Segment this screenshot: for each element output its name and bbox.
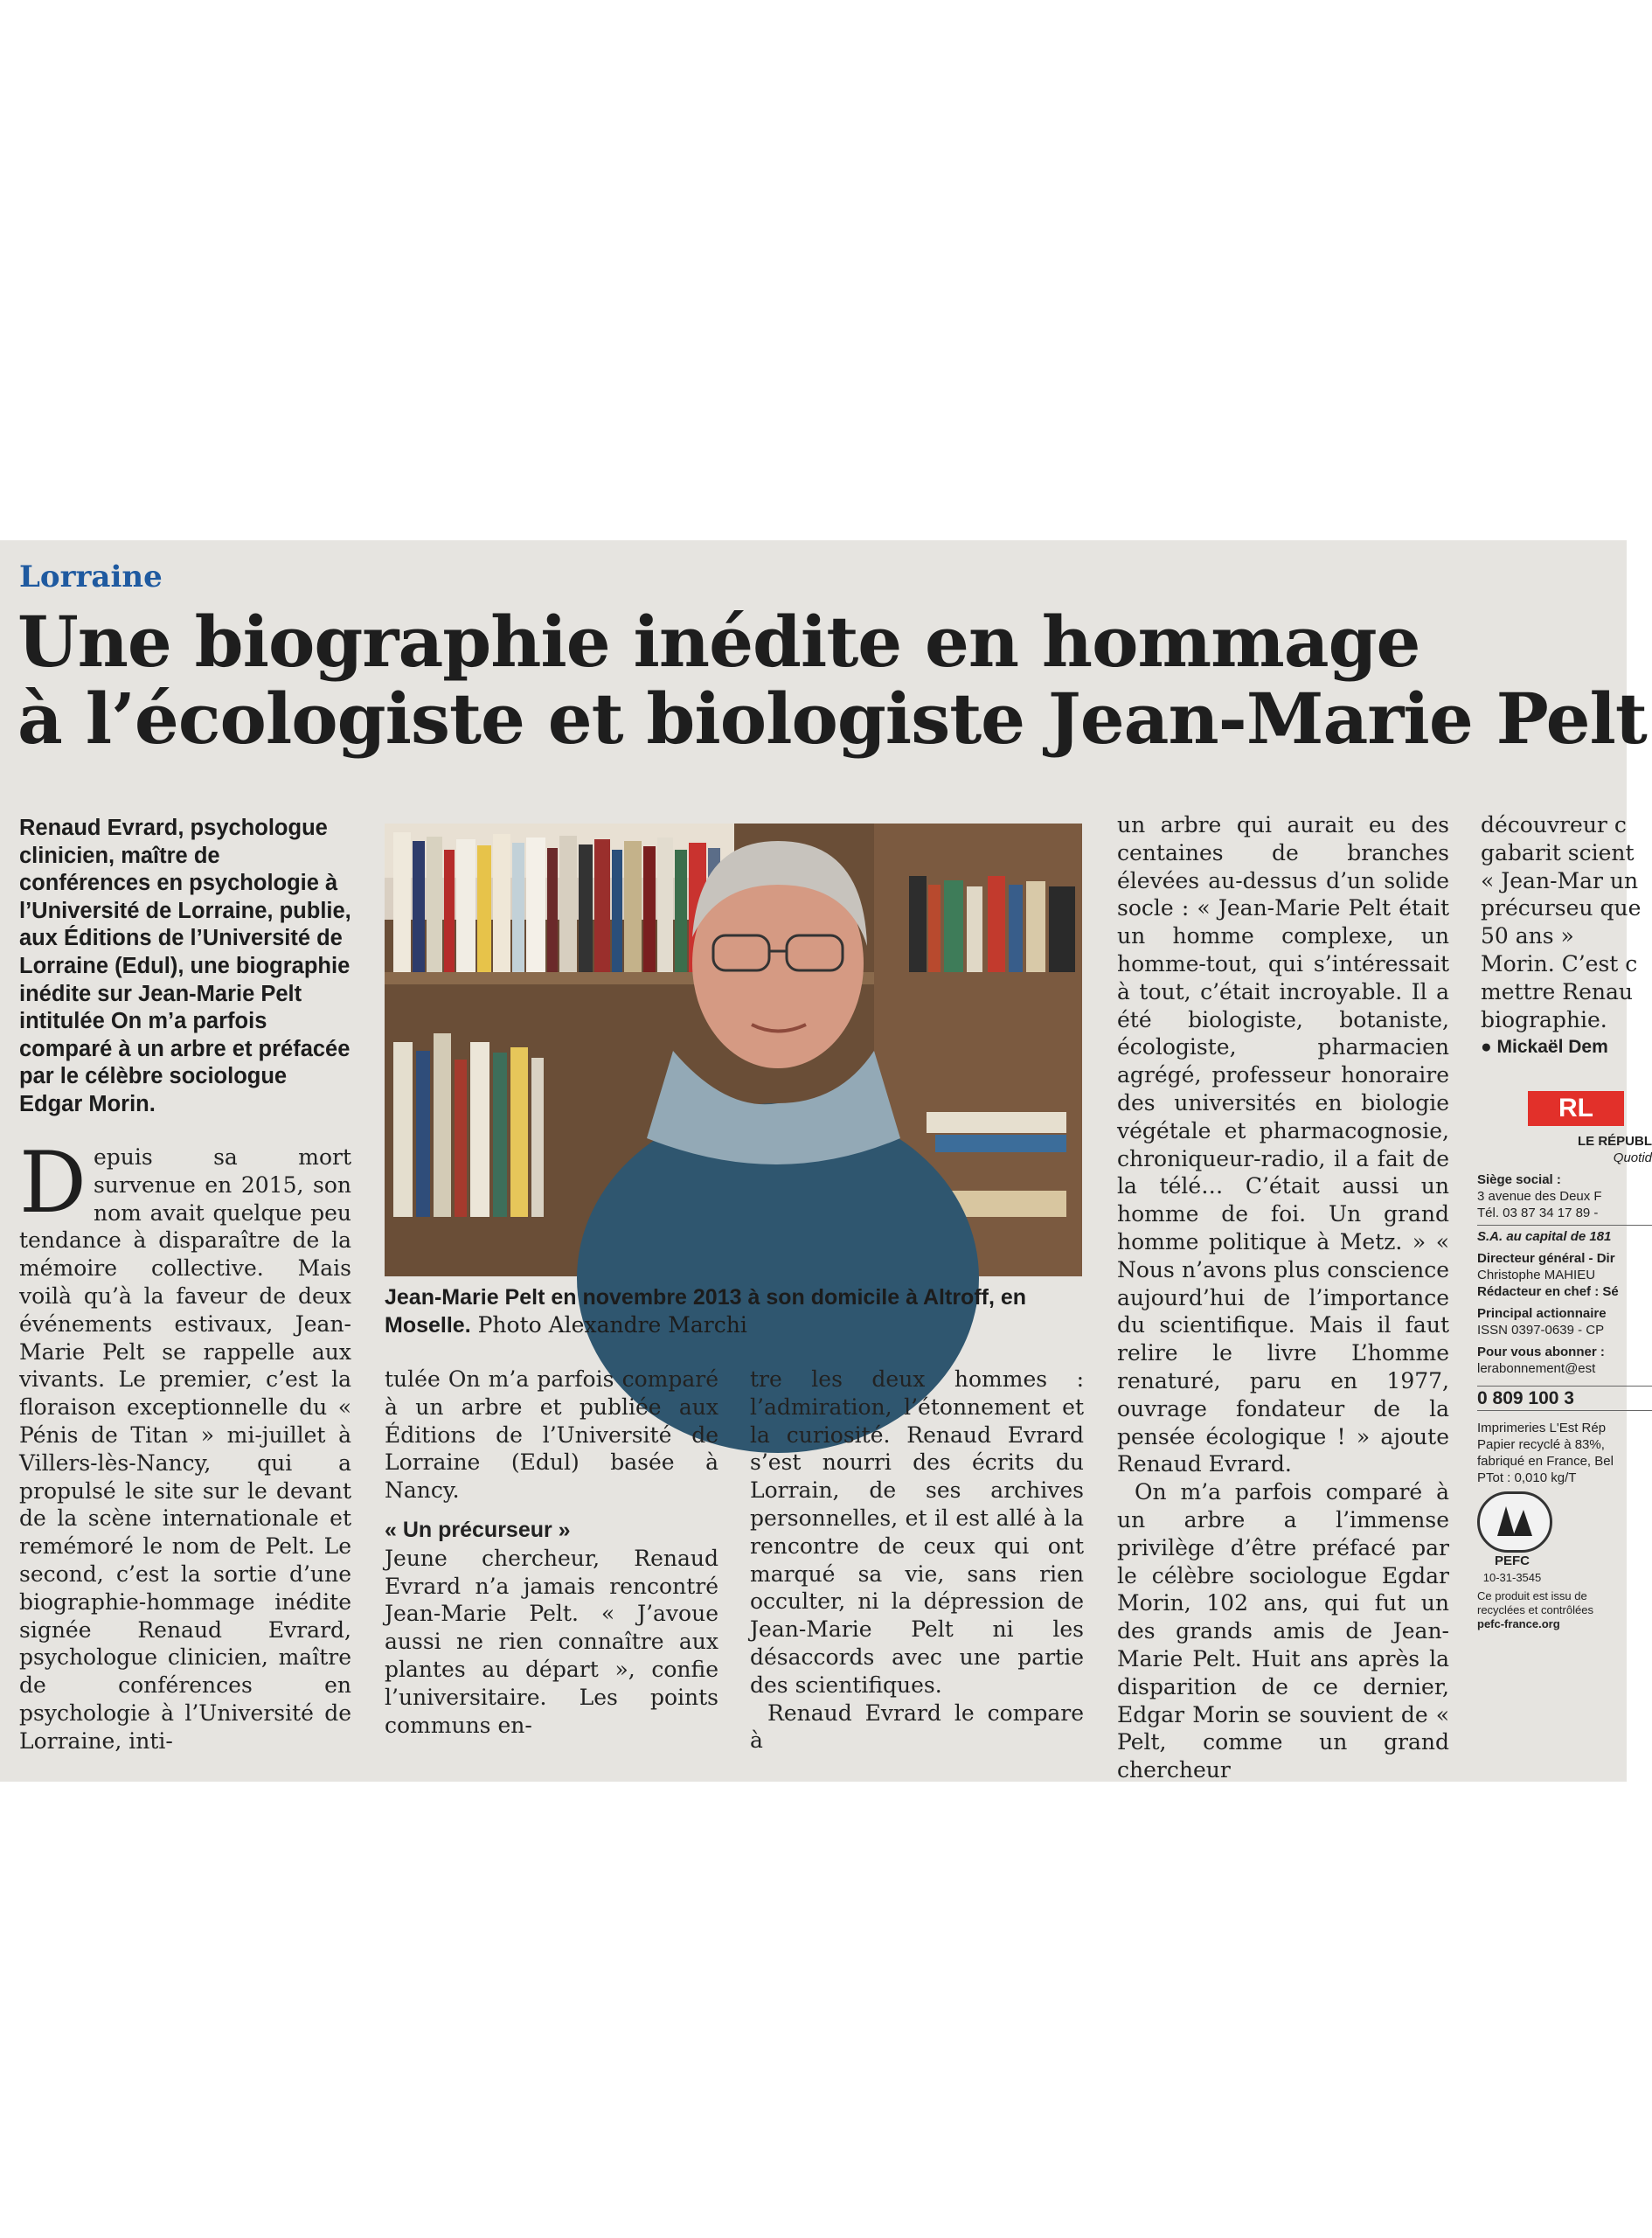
author-signature: ● Mickaël Dem — [1481, 1037, 1608, 1058]
subscribe-email: lerabonnement@est — [1477, 1361, 1596, 1376]
siege-phone: Tél. 03 87 34 17 89 - — [1477, 1206, 1599, 1220]
siege-label: Siège social : — [1477, 1172, 1561, 1187]
shareholder-label: Principal actionnaire — [1477, 1306, 1607, 1321]
body-text: tre les deux hommes : l’admiration, l’étonnement et la curiosité. Renaud Evrard s’est nourri des écrits du Lorrain, de ses archives personnelles, et il est allé à la rencontre de ceux qui ont marqué sa vie, sans rien occulter, ni la dépression de Jean-Marie Pelt ni les désaccords avec une partie des scientifiques. — [750, 1366, 1084, 1698]
pefc-note-2: recyclées et contrôlées — [1477, 1603, 1593, 1616]
headline-line-2: à l’écologiste et biologiste Jean-Marie Pelt — [17, 678, 1647, 760]
director-name: Christophe MAHIEU — [1477, 1268, 1596, 1282]
paper-origin: fabriqué en France, Bel — [1477, 1454, 1614, 1469]
newspaper-clipping — [0, 540, 1652, 1783]
masthead-box — [1477, 1091, 1652, 1631]
headline-line-1: Une biographie inédite en hommage — [17, 601, 1420, 683]
printer: Imprimeries L'Est Rép — [1477, 1421, 1607, 1435]
pefc-url: pefc-france.org — [1477, 1617, 1560, 1630]
pefc-note: Ce produit est issu de — [1477, 1589, 1587, 1602]
body-text: découvreur c gabarit scient « Jean-Mar un précurseu que 50 ans » Morin. C’est c mettre Renau biographie. — [1481, 812, 1642, 1032]
drop-cap: D — [19, 1134, 87, 1232]
article-column-3 — [750, 1366, 1084, 1755]
body-text: On m’a parfois comparé à un arbre a l’immense privilège d’être préfacé par le célèbre sociologue Egdar Morin, 102 ans, qui fut un des grands amis de Jean-Marie Pelt. Huit ans après la disparition de ce dernier, Edgar Morin se souvient de « Pelt, comme un grand chercheur — [1117, 1479, 1449, 1783]
body-text: tulée On m’a parfois comparé à un arbre et publiée aux Éditions de l’Université de Lorraine (Edul) basée à Nancy. — [385, 1366, 718, 1504]
tree-icon — [1480, 1494, 1550, 1550]
subscribe-label: Pour vous abonner : — [1477, 1345, 1605, 1359]
article-column-4 — [1117, 811, 1449, 1784]
capital: S.A. au capital de 181 — [1477, 1225, 1652, 1245]
ptot: PTot : 0,010 kg/T — [1477, 1470, 1577, 1485]
body-text: Renaud Evrard le compare à — [750, 1699, 1084, 1754]
newspaper-name: LE RÉPUBL — [1577, 1134, 1652, 1149]
newspaper-logo: RL — [1528, 1091, 1624, 1126]
body-text: epuis sa mort survenue en 2015, son nom avait quelque peu tendance à disparaître de la mémoire collective. Mais voilà qu’à la faveur de deux événements estivaux, Jean-Marie Pelt se rappelle aux vivants. Le premier, c’est la floraison exceptionnelle du « Pénis de Titan » mi-juillet à Villers-lès-Nancy, qui a propulsé le site sur le devant de la scène internationale et remémoré le nom de Pelt. Le second, c’est la sortie d’une biographie-hommage inédite signée Renaud Evrard, psychologue clinicien, maître de conférences en psychologie à l’Université de Lorraine, inti- — [19, 1144, 351, 1754]
body-text: un arbre qui aurait eu des centaines de branches élevées au-dessus d’un solide socle : « Jean-Marie Pelt était un homme complexe, un homme-tout, qui s’intéressait à tout, c’était incroyable. Il a été biologiste, botaniste, écologiste, pharmacien agrégé, professeur honoraire des universités en biologie végétale et pharmacognosie, chroniqueur-radio, il a fait de la télé… C’était aussi un homme de foi. Un grand homme politique à Metz. » « Nous n’avons plus conscience aujourd’hui de l’importance du scientifique. Mais il faut relire le livre L’homme renaturé, paru en 1977, ouvrage fondateur de la pensée écologique ! » ajoute Renaud Evrard. — [1117, 812, 1449, 1477]
subheading: « Un précurseur » — [385, 1517, 571, 1542]
pefc-logo-icon — [1477, 1491, 1552, 1553]
siege-address: 3 avenue des Deux F — [1477, 1189, 1602, 1204]
photo-credit: Photo Alexandre Marchi — [477, 1312, 747, 1338]
editor-label: Rédacteur en chef : Sé — [1477, 1284, 1619, 1299]
section-label: Lorraine — [19, 560, 163, 594]
caption-text: Jean-Marie Pelt en novembre 2013 à son domicile à Altroff, en Moselle. — [385, 1285, 1027, 1338]
article-column-2 — [385, 1366, 718, 1739]
pefc-label: PEFC — [1494, 1553, 1530, 1568]
photo-caption — [385, 1283, 1084, 1339]
article-column-5 — [1481, 811, 1647, 1061]
article-column-1 — [19, 1134, 351, 1755]
pefc-number: 10-31-3545 — [1482, 1571, 1542, 1584]
portrait-photo — [385, 824, 1082, 1276]
lead-paragraph: Renaud Evrard, psychologue clinicien, maître de conférences en psychologie à l’Université de Lorraine, publie, aux Éditions de l’Université de Lorraine (Edul), une biographie inédite sur Jean-Marie Pelt intitulée On m’a parfois comparé à un arbre et préfacée par le célèbre sociologue Edgar Morin. — [19, 816, 351, 1116]
paper-info: Papier recyclé à 83%, — [1477, 1437, 1605, 1452]
body-text: Jeune chercheur, Renaud Evrard n’a jamais rencontré Jean-Marie Pelt. « J’avoue aussi ne rien connaître aux plantes au départ », confie l’universitaire. Les points communs en- — [385, 1545, 718, 1738]
photo-illustration — [385, 824, 1082, 1276]
subscribe-phone: 0 809 100 3 — [1477, 1386, 1652, 1411]
newspaper-subtitle: Quotid — [1613, 1150, 1652, 1165]
headline — [17, 601, 1647, 760]
issn: ISSN 0397-0639 - CP — [1477, 1323, 1605, 1338]
director-label: Directeur général - Dir — [1477, 1251, 1615, 1266]
